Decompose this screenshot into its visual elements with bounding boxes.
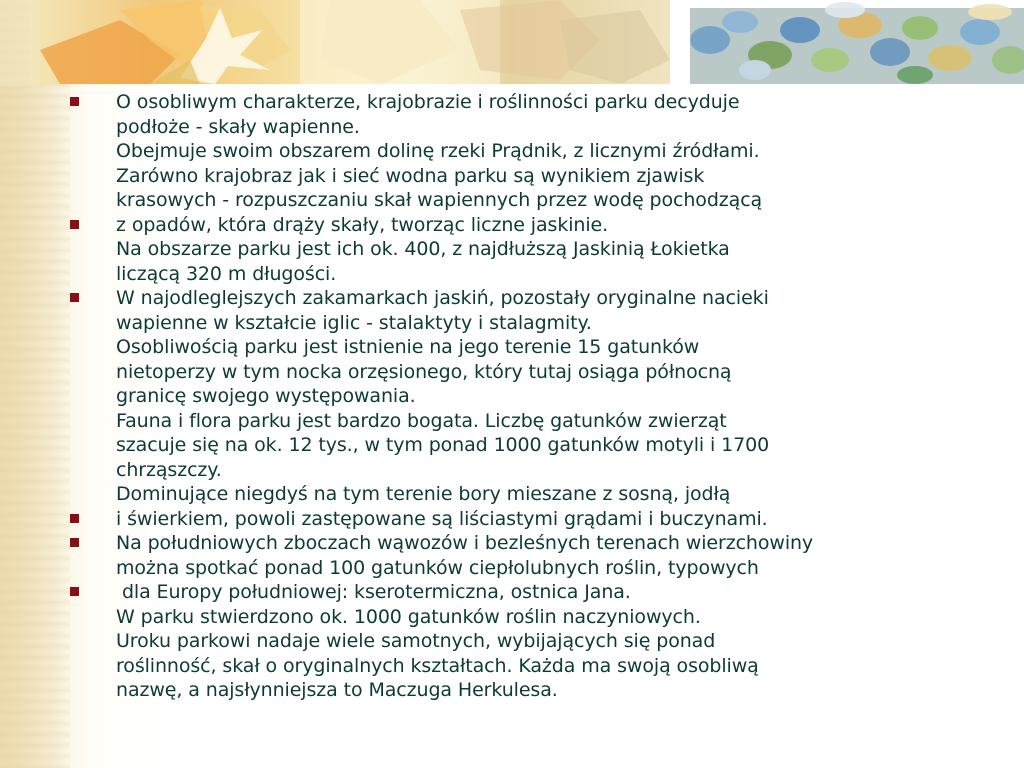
- text-line: Uroku parkowi nadaje wiele samotnych, wybijających się ponad: [116, 630, 716, 652]
- square-bullet-icon: [70, 97, 79, 106]
- text-line: wapienne w kształcie iglic - stalaktyty i stalagmity.: [116, 311, 592, 334]
- bullet-list: [60, 90, 1020, 703]
- text-line: liczącą 320 m długości.: [116, 262, 337, 285]
- square-bullet-icon: [70, 220, 79, 229]
- bullet-item: [60, 213, 1020, 287]
- text-line: W parku stwierdzono ok. 1000 gatunków roślin naczyniowych.: [116, 605, 701, 628]
- text-line: nazwę, a najsłynniejsza to Maczuga Herkulesa.: [116, 679, 558, 701]
- text-line: można spotkać ponad 100 gatunków ciepłolubnych roślin, typowych: [116, 556, 759, 579]
- text-line: O osobliwym charakterze, krajobrazie i roślinności parku decyduje: [116, 91, 740, 113]
- square-bullet-icon: [70, 514, 79, 523]
- text-line: W najodleglejszych zakamarkach jaskiń, pozostały oryginalne nacieki: [116, 287, 769, 309]
- text-line: podłoże - skały wapienne.: [116, 115, 360, 138]
- text-line: granicę swojego występowania.: [116, 385, 416, 407]
- bullet-item: [60, 580, 1020, 703]
- text-line: chrząszczy.: [116, 458, 222, 481]
- autumn-leaves-banner-image: [0, 0, 1024, 86]
- bullet-item: [60, 531, 1020, 580]
- bullet-item: [60, 507, 1020, 532]
- text-line: Obejmuje swoim obszarem dolinę rzeki Prądnik, z licznymi źródłami.: [116, 140, 760, 162]
- text-line: Fauna i flora parku jest bardzo bogata. Liczbę gatunków zwierząt: [116, 409, 727, 432]
- text-line: roślinność, skał o oryginalnych kształtach. Każda ma swoją osobliwą: [116, 654, 759, 677]
- text-line: Zarówno krajobraz jak i sieć wodna parku są wynikiem zjawisk: [116, 164, 705, 187]
- bullet-item: [60, 90, 1020, 213]
- square-bullet-icon: [70, 587, 79, 596]
- bullet-item: [60, 286, 1020, 507]
- text-line: Osobliwością parku jest istnienie na jego terenie 15 gatunków: [116, 336, 700, 358]
- decorative-banner: [0, 0, 1024, 86]
- text-line: szacuje się na ok. 12 tys., w tym ponad 1000 gatunków motyli i 1700: [116, 434, 770, 456]
- text-line: dla Europy południowej: kserotermiczna, ostnica Jana.: [116, 581, 631, 603]
- text-line: nietoperzy w tym nocka orzęsionego, który tutaj osiąga północną: [116, 360, 732, 383]
- square-bullet-icon: [70, 293, 79, 302]
- text-line: z opadów, która drąży skały, tworząc liczne jaskinie.: [116, 213, 609, 236]
- text-line: Na południowych zboczach wąwozów i bezleśnych terenach wierzchowiny: [116, 532, 814, 554]
- text-line: Dominujące niegdyś na tym terenie bory mieszane z sosną, jodłą: [116, 483, 731, 505]
- square-bullet-icon: [70, 538, 79, 547]
- text-line: Na obszarze parku jest ich ok. 400, z najdłuższą Jaskinią Łokietka: [116, 238, 730, 260]
- slide-body: [60, 90, 1020, 703]
- text-line: i świerkiem, powoli zastępowane są liściastymi grądami i buczynami.: [116, 507, 768, 530]
- text-line: krasowych - rozpuszczaniu skał wapiennych przez wodę pochodzącą: [116, 189, 763, 211]
